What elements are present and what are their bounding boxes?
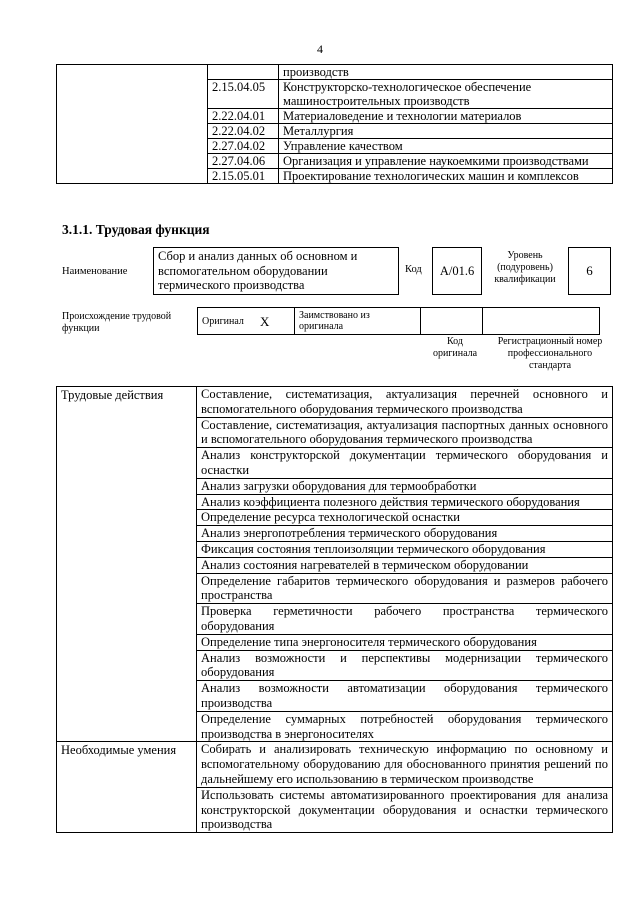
skill-item: Использовать системы автоматизированного проектирования для анализа конструкторской документации оборудования и оснастки термического производства (197, 787, 613, 832)
labor-action-item: Составление, систематизация, актуализация перечней основного и вспомогательного оборудования термического производства (197, 387, 613, 418)
origin-code-label: Код оригинала (432, 336, 478, 359)
origin-code-cell (421, 308, 483, 335)
labor-action-item: Составление, систематизация, актуализация паспортных данных основного и вспомогательного оборудования термического производства (197, 417, 613, 448)
function-code-box: A/01.6 (432, 247, 482, 295)
specialty-name: производств (279, 65, 613, 80)
table-row (57, 387, 613, 418)
code-label: Код (405, 264, 422, 275)
specialty-code: 2.27.04.02 (208, 139, 279, 154)
labor-action-item: Анализ возможности автоматизации оборудования термического производства (197, 681, 613, 712)
specialty-code: 2.15.04.05 (208, 80, 279, 109)
specialty-code: 2.22.04.01 (208, 109, 279, 124)
table-row (57, 742, 613, 787)
labor-action-item: Определение ресурса технологической оснастки (197, 510, 613, 526)
specialties-table (56, 64, 613, 184)
labor-action-item: Анализ состояния нагревателей в термическом оборудовании (197, 557, 613, 573)
specialty-name: Материаловедение и технологии материалов (279, 109, 613, 124)
specialty-code: 2.15.05.01 (208, 169, 279, 184)
labor-action-item: Анализ коэффициента полезного действия термического оборудования (197, 494, 613, 510)
function-name-box: Сбор и анализ данных об основном и вспомогательном оборудовании термического производства (153, 247, 399, 295)
specialty-name: Проектирование технологических машин и комплексов (279, 169, 613, 184)
labor-action-item: Анализ энергопотребления термического оборудования (197, 526, 613, 542)
labor-action-item: Анализ конструкторской документации термического оборудования и оснастки (197, 448, 613, 479)
name-label: Наименование (62, 266, 128, 277)
qualification-level-box: 6 (568, 247, 611, 295)
labor-action-item: Фиксация состояния теплоизоляции термического оборудования (197, 541, 613, 557)
level-label: Уровень (подуровень) квалификации (494, 250, 556, 285)
origin-table (197, 307, 600, 335)
specialty-name: Металлургия (279, 124, 613, 139)
labor-action-item: Анализ возможности и перспективы модернизации термического оборудования (197, 650, 613, 681)
labor-action-item: Определение типа энергоносителя термического оборудования (197, 634, 613, 650)
section-title: 3.1.1. Трудовая функция (62, 222, 210, 237)
table-row (57, 65, 613, 80)
function-details-table (56, 386, 613, 833)
specialty-code: 2.22.04.02 (208, 124, 279, 139)
labor-action-item: Определение габаритов термического оборудования и размеров рабочего пространства (197, 573, 613, 604)
labor-action-item: Проверка герметичности рабочего пространства термического оборудования (197, 604, 613, 635)
specialty-code (208, 65, 279, 80)
required-skills-label: Необходимые умения (57, 742, 197, 833)
specialty-name: Конструкторско-технологическое обеспечение машиностроительных производств (279, 80, 613, 109)
borrowed-label: Заимствовано из оригинала (295, 308, 421, 335)
blank-cell (57, 65, 208, 184)
specialty-name: Организация и управление наукоемкими производствами (279, 154, 613, 169)
original-mark: X (256, 308, 295, 335)
skill-item: Собирать и анализировать техническую информацию по основному и вспомогательному оборудованию для обоснованного принятия решений по дальнейшему его использованию в термическом производстве (197, 742, 613, 787)
specialty-name: Управление качеством (279, 139, 613, 154)
reg-number-label: Регистрационный номер профессионального стандарта (497, 336, 603, 371)
labor-action-item: Анализ загрузки оборудования для термообработки (197, 478, 613, 494)
labor-actions-label: Трудовые действия (57, 387, 197, 742)
origin-label: Происхождение трудовой функции (62, 311, 172, 334)
labor-action-item: Определение суммарных потребностей оборудования термического производства в энергоносителях (197, 711, 613, 742)
page-number: 4 (317, 42, 323, 56)
original-label: Оригинал (198, 308, 257, 335)
reg-number-cell (483, 308, 600, 335)
specialty-code: 2.27.04.06 (208, 154, 279, 169)
